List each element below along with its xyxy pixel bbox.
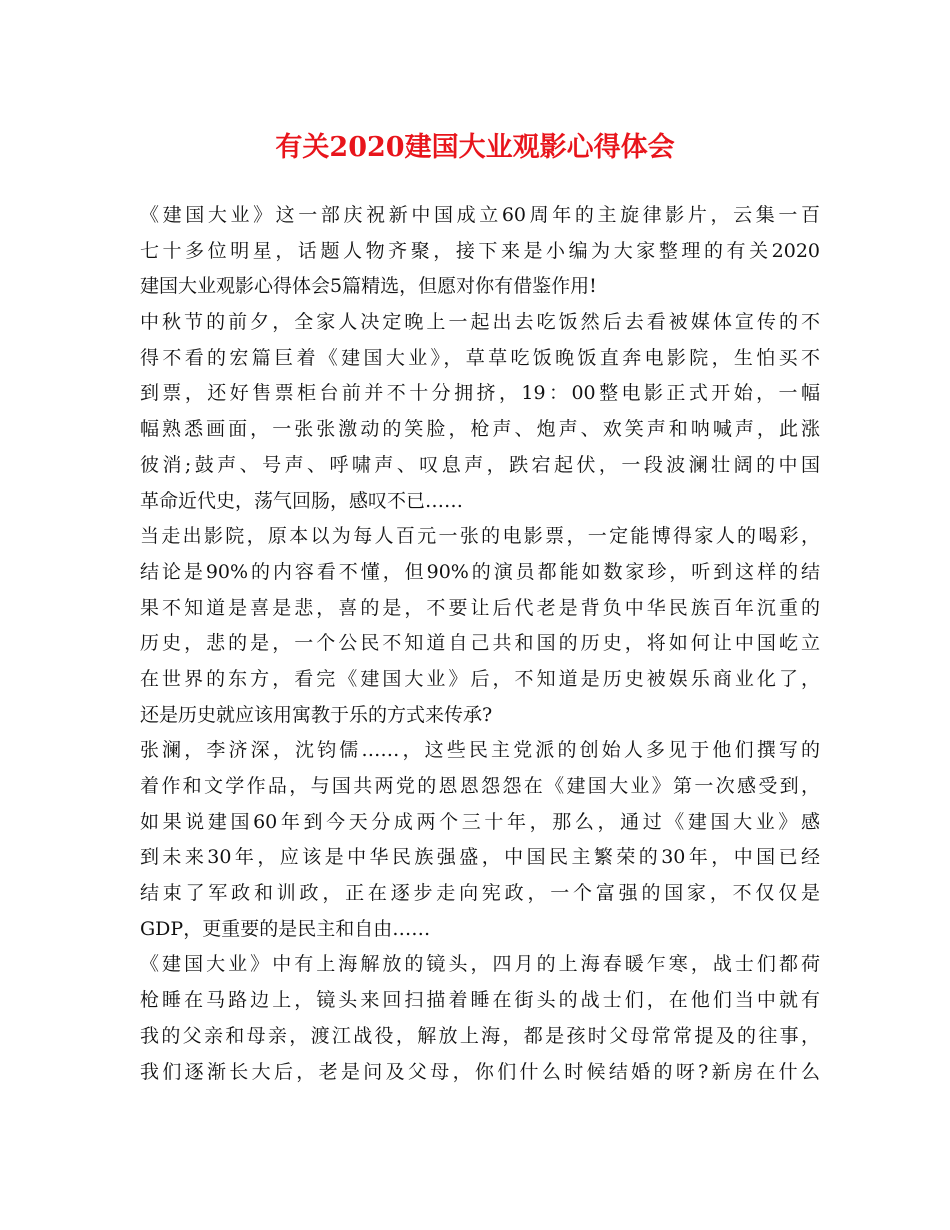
body-line: 在世界的东方，看完《建国大业》后，不知道是历史被娱乐商业化了， bbox=[140, 667, 820, 690]
body-line: 得不看的宏篇巨着《建国大业》，草草吃饭晚饭直奔电影院，生怕买不 bbox=[140, 346, 820, 369]
body-line: 我的父亲和母亲，渡江战役，解放上海，都是孩时父母常常提及的往事， bbox=[140, 1024, 820, 1047]
body-line: 到未来30年，应该是中华民族强盛，中国民主繁荣的30年，中国已经 bbox=[140, 846, 820, 869]
body-line: 当走出影院，原本以为每人百元一张的电影票，一定能博得家人的喝彩， bbox=[140, 525, 820, 548]
body-line: 革命近代史，荡气回肠，感叹不已…… bbox=[140, 489, 464, 512]
body-line: 建国大业观影心得体会5篇精选，但愿对你有借鉴作用! bbox=[140, 275, 597, 298]
body-line: 《建国大业》这一部庆祝新中国成立60周年的主旋律影片，云集一百 bbox=[140, 204, 820, 226]
document-body bbox=[140, 198, 820, 1090]
body-line: 还是历史就应该用寓教于乐的方式来传承? bbox=[140, 703, 493, 726]
body-line: 张澜，李济深，沈钧儒……，这些民主党派的创始人多见于他们撰写的 bbox=[140, 739, 820, 762]
body-line: 中秋节的前夕，全家人决定晚上一起出去吃饭然后去看被媒体宣传的不 bbox=[140, 311, 820, 334]
body-line: 彼消;鼓声、号声、呼啸声、叹息声，跌宕起伏，一段波澜壮阔的中国 bbox=[140, 453, 820, 476]
body-line: 《建国大业》中有上海解放的镜头，四月的上海春暖乍寒，战士们都荷 bbox=[140, 953, 820, 976]
body-line: 历史，悲的是，一个公民不知道自己共和国的历史，将如何让中国屹立 bbox=[140, 632, 820, 655]
body-line: 枪睡在马路边上，镜头来回扫描着睡在街头的战士们，在他们当中就有 bbox=[140, 989, 820, 1012]
body-line: GDP，更重要的是民主和自由…… bbox=[140, 917, 431, 940]
body-line: 结论是90%的内容看不懂，但90%的演员都能如数家珍，听到这样的结 bbox=[140, 560, 820, 583]
body-line: 到票，还好售票柜台前并不十分拥挤，19：00整电影正式开始，一幅 bbox=[140, 382, 820, 405]
document-title: 有关2020建国大业观影心得体会 bbox=[275, 132, 675, 163]
body-line: 果不知道是喜是悲，喜的是，不要让后代老是背负中华民族百年沉重的 bbox=[140, 596, 820, 619]
body-line: 七十多位明星，话题人物齐聚，接下来是小编为大家整理的有关2020 bbox=[140, 239, 820, 262]
body-line: 着作和文学作品，与国共两党的恩恩怨怨在《建国大业》第一次感受到， bbox=[140, 775, 820, 797]
body-line: 结束了军政和训政，正在逐步走向宪政，一个富强的国家，不仅仅是 bbox=[140, 882, 820, 905]
body-line: 幅熟悉画面，一张张激动的笑脸，枪声、炮声、欢笑声和呐喊声，此涨 bbox=[140, 418, 820, 441]
body-line: 我们逐渐长大后，老是问及父母，你们什么时候结婚的呀?新房在什么 bbox=[140, 1060, 820, 1083]
body-line: 如果说建国60年到今天分成两个三十年，那么，通过《建国大业》感 bbox=[140, 810, 820, 833]
